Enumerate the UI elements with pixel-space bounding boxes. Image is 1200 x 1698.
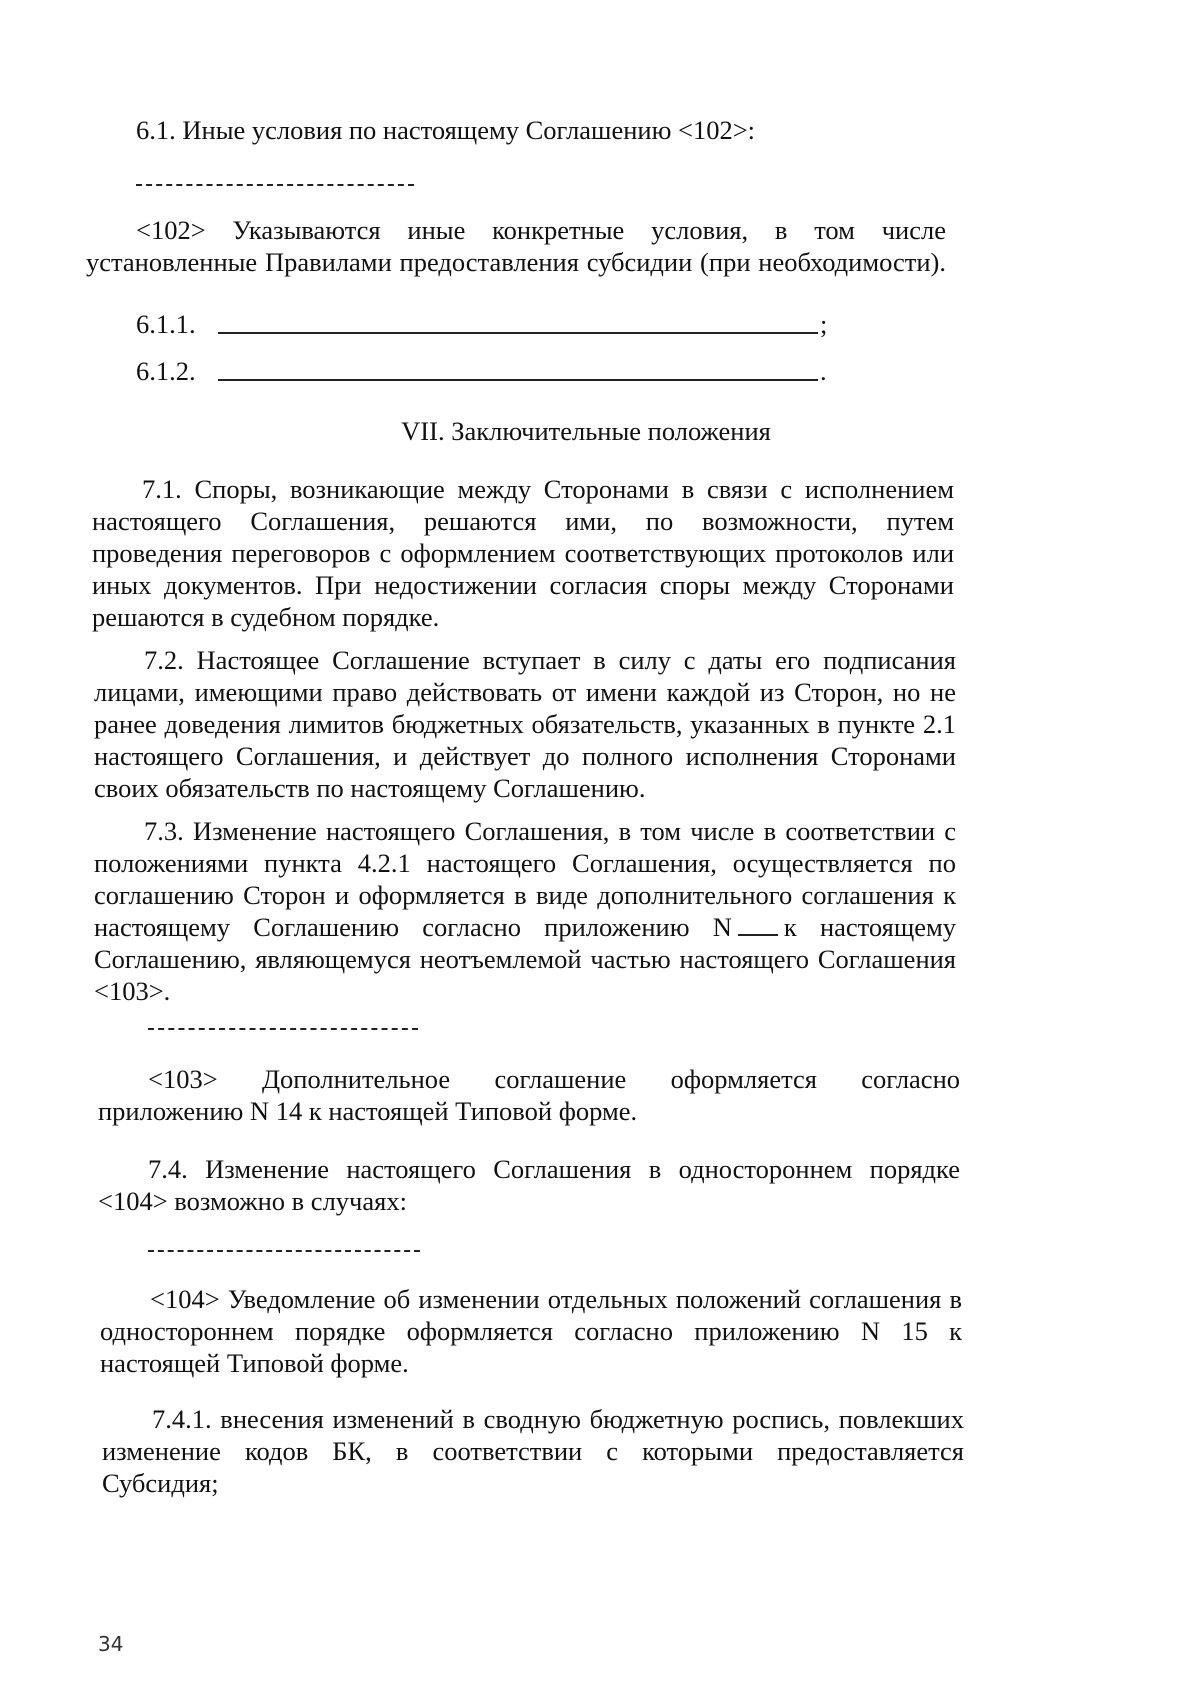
clause-7-3: [94, 815, 956, 1007]
footnote-separator: [136, 184, 414, 186]
clause-6-1-1-end: ;: [820, 309, 828, 339]
clause-7-4: 7.4. Изменение настоящего Соглашения в одностороннем порядке <104> возможно в случаях:: [98, 1154, 960, 1216]
clause-6-1-1-blank-line: [218, 332, 818, 334]
clause-7-3-text-before: 7.3. Изменение настоящего Соглашения, в том числе в соответствии с положениями пункта 4.2.1 настоящего Соглашения, осуществляется по соглашению Сторон и оформляется в виде дополнительного соглашения к настоящему Соглашению согласно приложению N: [94, 816, 956, 942]
clause-6-1-2-label: 6.1.2.: [136, 356, 196, 386]
footnote-separator: [148, 1250, 420, 1252]
footnote-separator: [148, 1028, 418, 1030]
clause-7-1: 7.1. Споры, возникающие между Сторонами в связи с исполнением настоящего Соглашения, решаются ими, по возможности, путем проведения переговоров с оформлением соответствующих протоколов или иных документов. При недостижении согласия споры между Сторонами решаются в судебном порядке.: [92, 474, 954, 632]
footnote-103: <103> Дополнительное соглашение оформляется согласно приложению N 14 к настоящей Типовой форме.: [98, 1064, 960, 1126]
clause-7-3-text-after: к настоящему Соглашению, являющемуся неотъемлемой частью настоящего Соглашения <103>.: [94, 912, 957, 1006]
footnote-102: <102> Указываются иные конкретные условия, в том числе установленные Правилами предоставления субсидии (при необходимости).: [86, 215, 946, 277]
footnote-104: <104> Уведомление об изменении отдельных положений соглашения в одностороннем порядке оформляется согласно приложению N 15 к настоящей Типовой форме.: [100, 1284, 962, 1378]
clause-6-1: 6.1. Иные условия по настоящему Соглашению <102>:: [136, 115, 756, 145]
clause-6-1-2-blank-line: [218, 379, 818, 381]
annex-number-blank: [738, 912, 778, 936]
page-number: 34: [98, 1632, 124, 1656]
clause-6-1-1-label: 6.1.1.: [136, 309, 196, 339]
clause-7-2: 7.2. Настоящее Соглашение вступает в силу с даты его подписания лицами, имеющими право действовать от имени каждой из Сторон, но не ранее доведения лимитов бюджетных обязательств, указанных в пункте 2.1 настоящего Соглашения, и действует до полного исполнения Сторонами своих обязательств по настоящему Соглашению.: [94, 645, 956, 803]
section-7-heading: VII. Заключительные положения: [401, 416, 771, 446]
clause-7-4-1: 7.4.1. внесения изменений в сводную бюджетную роспись, повлекших изменение кодов БК, в соответствии с которыми предоставляется Субсидия;: [102, 1404, 964, 1498]
clause-6-1-2-end: .: [820, 356, 827, 386]
